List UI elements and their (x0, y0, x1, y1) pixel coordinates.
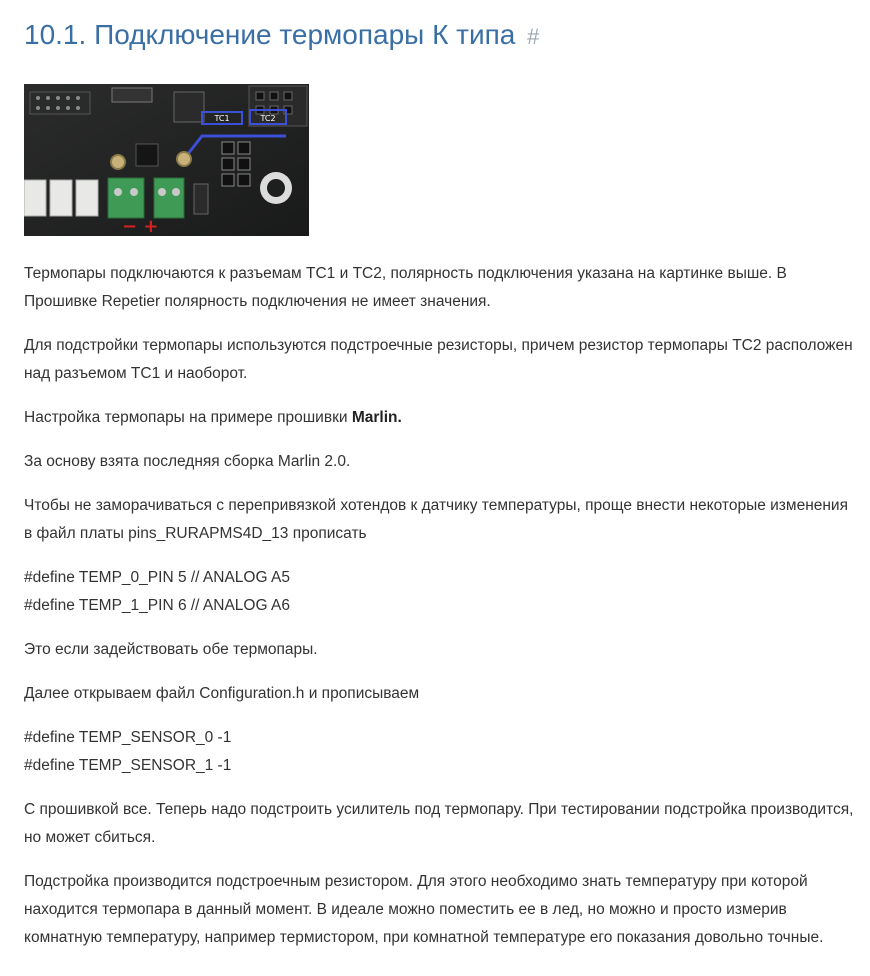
paragraph-firmware-done: С прошивкой все. Теперь надо подстроить усилитель под термопару. При тестировании подстройка производится, но может сбиться. (24, 801, 854, 846)
paragraph-marlin-text: Настройка термопары на примере прошивки (24, 409, 352, 426)
paragraph-connection: Термопары подключаются к разъемам ТС1 и ТС2, полярность подключения указана на картинке выше. В Прошивке Repetier полярность подключения не имеет значения. (24, 265, 787, 310)
section-number: 10.1. (24, 19, 87, 50)
code-line: #define TEMP_0_PIN 5 // ANALOG A5 (24, 569, 290, 586)
paragraph-configuration: Далее открываем файл Configuration.h и прописываем (24, 685, 420, 702)
board-photo (24, 84, 309, 236)
code-pins (24, 564, 854, 620)
code-line: #define TEMP_SENSOR_1 -1 (24, 757, 232, 774)
heading-anchor-link[interactable]: # (527, 24, 540, 49)
paragraph-trimmers: Для подстройки термопары используются подстроечные резисторы, причем резистор термопары ТС2 расположен над разъемом ТС1 и наоборот. (24, 337, 853, 382)
code-line: #define TEMP_SENSOR_0 -1 (24, 729, 232, 746)
code-sensors (24, 724, 854, 780)
paragraph-calibration: Подстройка производится подстроечным резистором. Для этого необходимо знать температуру при которой находится термопара в данный момент. В идеале можно поместить ее в лед, но можно и просто измерив комнатную температуру, например термистором, при комнатной температуре его показания довольно точные. (24, 873, 824, 946)
tc1-label: TC1 (214, 114, 230, 123)
tc2-label: TC2 (260, 114, 276, 123)
section-title: Подключение термопары К типа (94, 19, 516, 50)
code-line: #define TEMP_1_PIN 6 // ANALOG A6 (24, 597, 290, 614)
polarity-label: − + (122, 216, 159, 236)
article-body (24, 260, 854, 968)
section-heading (24, 16, 539, 56)
marlin-bold: Marlin. (351, 409, 402, 426)
paragraph-marlin (24, 404, 854, 432)
paragraph-pins-file: Чтобы не заморачиваться с перепривязкой хотендов к датчику температуры, проще внести некоторые изменения в файл платы pins_RURAPMS4D_13 прописать (24, 497, 848, 542)
paragraph-both: Это если задействовать обе термопары. (24, 641, 318, 658)
paragraph-build: За основу взята последняя сборка Marlin 2.0. (24, 453, 351, 470)
